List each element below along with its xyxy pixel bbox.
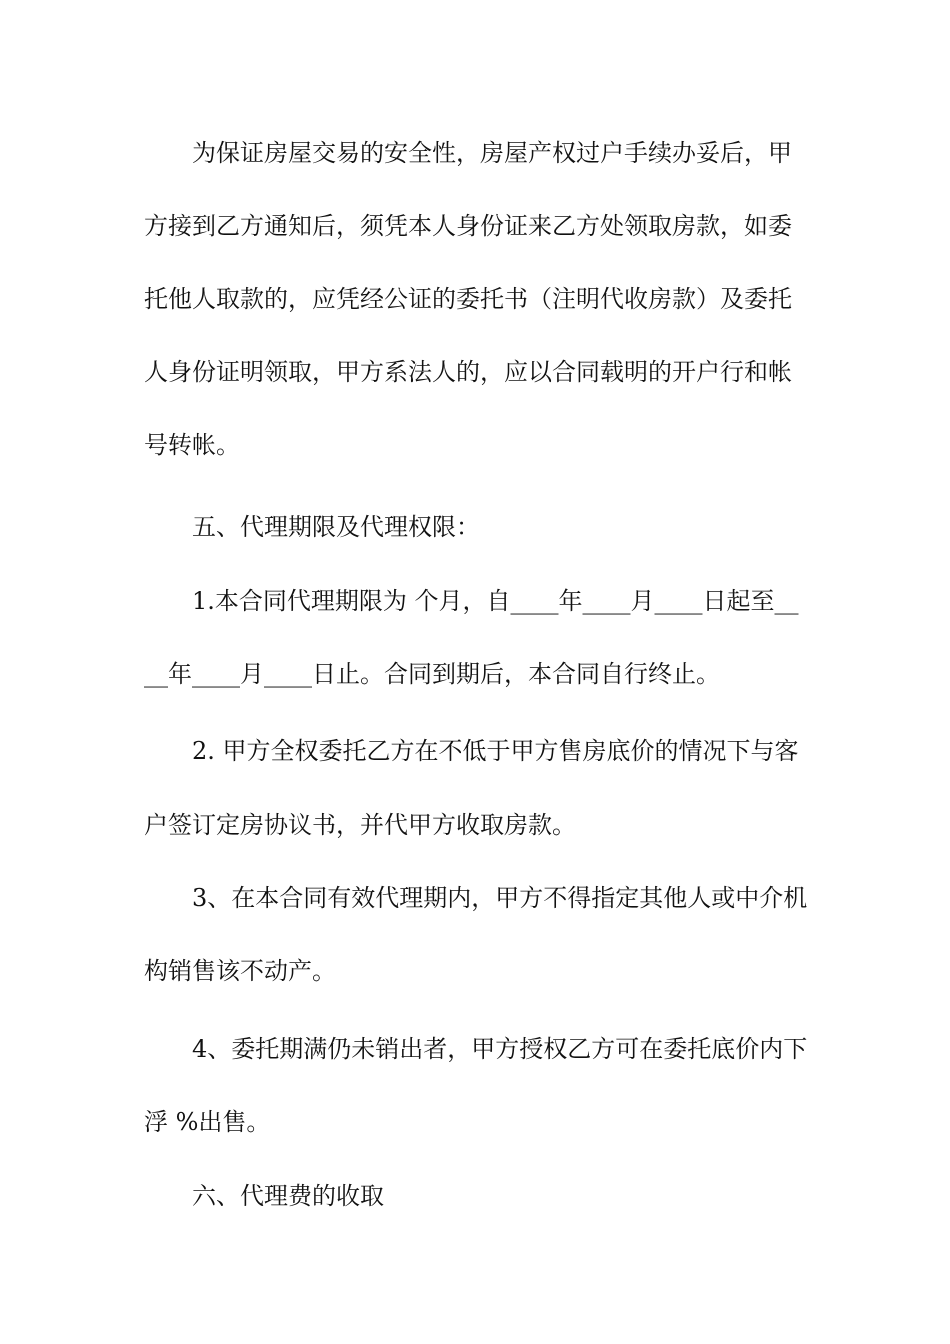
- paragraph-line: 构销售该不动产。: [144, 957, 336, 985]
- paragraph-line: __年____月____日止。合同到期后，本合同自行终止。: [144, 660, 720, 688]
- paragraph-line: 户签订定房协议书，并代甲方收取房款。: [144, 811, 576, 839]
- section-heading: 五、代理期限及代理权限：: [192, 513, 480, 541]
- paragraph-line: 浮 %出售。: [144, 1108, 271, 1136]
- section-heading: 六、代理费的收取: [192, 1182, 384, 1210]
- paragraph-line: 4、委托期满仍未销出者，甲方授权乙方可在委托底价内下: [192, 1035, 808, 1063]
- paragraph-line: 号转帐。: [144, 431, 240, 459]
- paragraph-line: 为保证房屋交易的安全性，房屋产权过户手续办妥后，甲: [192, 139, 792, 167]
- paragraph-line: 2. 甲方全权委托乙方在不低于甲方售房底价的情况下与客: [192, 737, 799, 765]
- paragraph-line: 人身份证明领取，甲方系法人的，应以合同载明的开户行和帐: [144, 358, 792, 386]
- paragraph-line: 托他人取款的，应凭经公证的委托书（注明代收房款）及委托: [144, 285, 792, 313]
- paragraph-line: 方接到乙方通知后，须凭本人身份证来乙方处领取房款，如委: [144, 212, 792, 240]
- paragraph-line: 3、在本合同有效代理期内，甲方不得指定其他人或中介机: [192, 884, 808, 912]
- paragraph-line: 1.本合同代理期限为 个月，自____年____月____日起至__: [192, 587, 799, 615]
